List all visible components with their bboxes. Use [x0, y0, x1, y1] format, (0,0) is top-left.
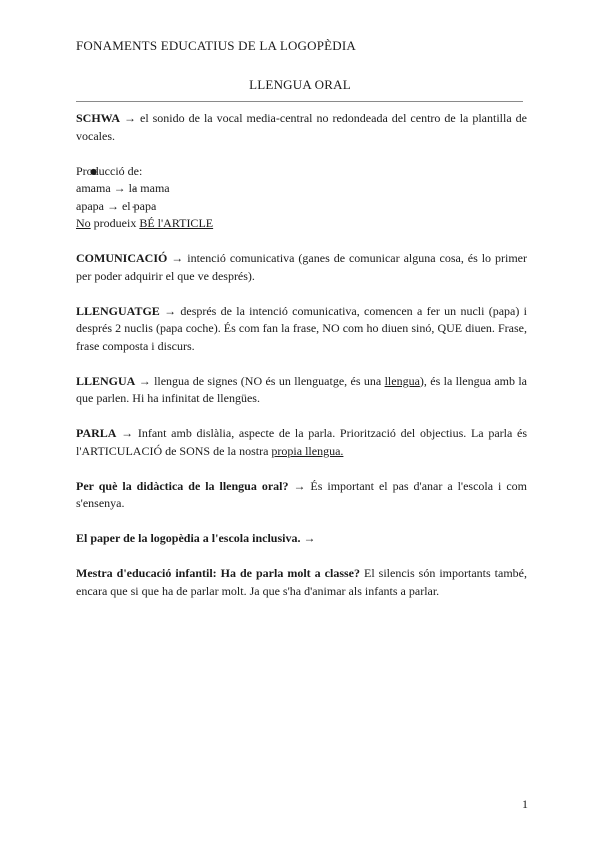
paragraph-comunicacio — [76, 250, 527, 285]
term-schwa: SCHWA — [76, 111, 121, 125]
term-paper: El paper de la logopèdia a l'escola inclusiva. — [76, 531, 301, 545]
definition-llengua-b: ), és la llengua amb la que parlen. Hi ha infinitat de llengües. — [76, 373, 527, 405]
page-number: 1 — [522, 797, 528, 811]
no-article-mid: produeix — [90, 216, 140, 230]
paragraph-paper — [76, 530, 527, 548]
paragraph-didactica — [76, 478, 527, 513]
paragraph-llengua — [76, 373, 527, 408]
term-comunicacio: COMUNICACIÓ — [76, 251, 168, 265]
llengua-underlined: llengua — [384, 373, 420, 388]
definition-didactica: → És important el pas d'anar a l'escola i com s'ensenya. — [76, 478, 527, 510]
document-body — [76, 110, 527, 618]
paragraph-parla — [76, 425, 527, 460]
list-item-amama: - amama → la mama — [76, 180, 527, 198]
definition-comunicacio: → intenció comunicativa (ganes de comunicar alguna cosa, és lo primer per poder adquirir el que ve després). — [76, 251, 527, 283]
definition-mestra: El silencis són importants també, encara que si que ha de parlar molt. Ja que s'ha d'animar als infants a parlar. — [76, 566, 527, 598]
parla-underlined: propia llengua. — [271, 443, 344, 458]
term-llengua: LLENGUA — [76, 373, 136, 388]
definition-llengua-a: → llengua de signes (NO és un llenguatge, és una — [135, 373, 385, 388]
term-didactica: Per què la didàctica de la llengua oral? — [76, 478, 289, 493]
paragraph-llenguatge — [76, 303, 527, 356]
term-llenguatge: LLENGUATGE — [76, 303, 160, 318]
horizontal-rule — [76, 101, 523, 102]
paragraph-mestra — [76, 565, 527, 600]
production-list — [76, 163, 527, 233]
no-underlined: No — [76, 216, 91, 230]
article-underlined: BÉ l'ARTICLE — [139, 216, 214, 230]
definition-schwa: → el sonido de la vocal media-central no redondeada del centro de la plantilla de vocales. — [76, 111, 527, 143]
definition-paper: → — [300, 531, 316, 545]
list-item-production: ● Producció de: — [76, 163, 527, 181]
term-parla: PARLA — [76, 426, 117, 440]
definition-llenguatge: → després de la intenció comunicativa, comencen a fer un nucli (papa) i després 2 nuclis (papa coche). És com fan la frase, NO com ho diuen sinó, QUE diuen. Frase, frase composta i discurs. — [76, 303, 527, 353]
document-header-title: FONAMENTS EDUCATIUS DE LA LOGOPÈDIA — [76, 38, 356, 53]
section-title: LLENGUA ORAL — [249, 77, 351, 92]
definition-parla: → Infant amb dislàlia, aspecte de la parla. Priorització del objectius. La parla és l'ARTICULACIÓ de SONS de la nostra — [76, 426, 527, 458]
term-mestra: Mestra d'educació infantil: Ha de parla molt a classe? — [76, 566, 360, 580]
list-item-apapa: - apapa → el papa — [76, 198, 527, 216]
list-item-no-article — [76, 215, 527, 233]
paragraph-schwa — [76, 110, 527, 145]
